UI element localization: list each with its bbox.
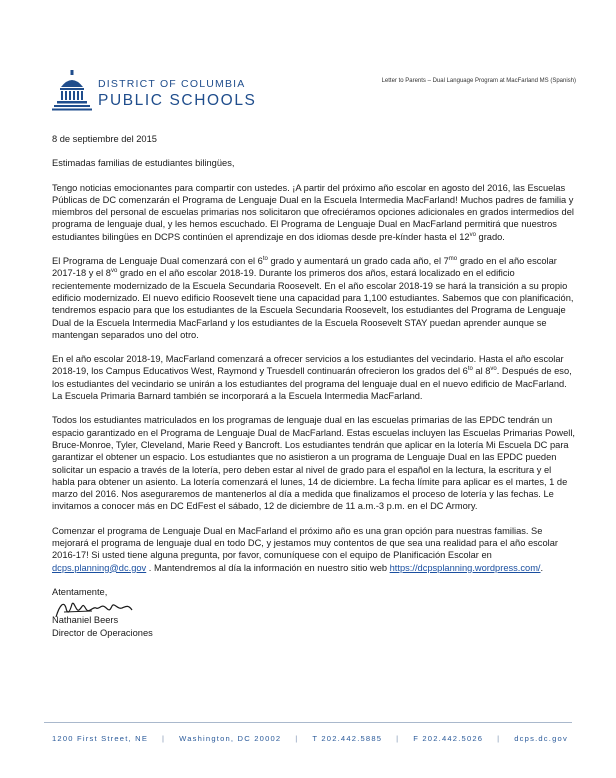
footer-phone: T 202.442.5885: [312, 734, 383, 743]
capitol-dome-icon: [52, 70, 92, 114]
p5-text-b: . Mantendremos al día la información en nuestro sitio web: [146, 562, 390, 573]
letterhead-footer: [52, 734, 568, 743]
footer-separator: |: [295, 734, 299, 743]
p1-superscript: vo: [469, 231, 476, 238]
p5-text-a: Comenzar el programa de Lenguaje Dual en MacFarland el próximo año es una gran opción para nuestras familias. Se mejorará el programa de lenguaje dual en todo DC, y jestamos muy contentos de que sea una realidad para el año escolar 2016-17! Si usted tiene alguna pregunta, por favor, comuníquese con el equipo de Planificación Escolar en: [52, 525, 558, 561]
p3-text-b: al 8: [472, 366, 491, 377]
footer-city: Washington, DC 20002: [179, 734, 282, 743]
p2-text-d: grado en el año escolar 2018-19. Durante los primeros dos años, estará localizado en el edificio recientemente modernizado de la Escuela Secundaria Roosevelt. En el año escolar 2018-19 se hará la transición a su propio edificio modernizado. El nuevo edificio Roosevelt tiene una capacidad para 1,100 estudiantes. Sabemos que con planificación, tendremos espacio para que los estudiantes de la Escuela Secundaria Roosevelt, los estudiantes del Programa de Lenguaje Dual de la Escuela Intermedia MacFarland y los estudiantes de la Escuela Roosevelt STAY puedan aprender aunque se mantengan separados uno del otro.: [52, 268, 574, 340]
p5-text-c: .: [540, 562, 544, 573]
planning-website-link[interactable]: https://dcpsplanning.wordpress.com/: [389, 562, 541, 573]
paragraph-4: Todos los estudiantes matriculados en los programas de lenguaje dual en las escuelas primarias de las EPDC tendrán un espacio garantizado en el Programa de Lenguaje Dual de MacFarland. Estas escuelas incluyen las Escuelas Primarias Powell, Bruce-Monroe, Tyler, Cleveland, Marie Reed y Bancroft. Los estudiantes tendrán que aplicar en la lotería Mi Escuela DC para garantizar el obtener un espacio. Los estudiantes que no asistieron a un programa de Lenguaje Dual en las EPDC pueden solicitar un espacio a través de la lotería, pero deben estar al nivel de grado para el español en la lectura, la escritura y el habla para obtener un asiento. La lotería comenzará el lunes, 14 de diciembre. La fecha límite para aplicar es el martes, 1 de marzo del 2016. Nos aseguraremos de mantenerlos al día a medida que finalizamos el proceso de lotería y las fechas. Le invitamos a conocer más en DC EdFest el sábado, 12 de diciembre de 11 a.m.-3 p.m. en el DC Armory.: [52, 415, 575, 512]
p3-superscript-1: to: [467, 366, 473, 373]
paragraph-5: [52, 525, 576, 574]
org-name-line2: PUBLIC SCHOOLS: [98, 92, 257, 109]
letter-salutation: Estimadas familias de estudiantes bilingües,: [52, 158, 235, 169]
footer-fax: F 202.442.5026: [413, 734, 484, 743]
p2-text-b: grado y aumentará un grado cada año, el 7: [267, 256, 449, 267]
p1-text-b: grado.: [475, 231, 505, 242]
paragraph-3: [52, 353, 576, 402]
footer-divider: [44, 722, 572, 723]
footer-separator: |: [497, 734, 501, 743]
paragraph-2: [52, 255, 576, 341]
planning-email-link[interactable]: dcps.planning@dc.gov: [52, 562, 147, 573]
footer-website: dcps.dc.gov: [514, 734, 568, 743]
p2-superscript-3: vo: [110, 268, 118, 275]
p3-text-a: En el año escolar 2018-19, MacFarland comenzará a ofrecer servicios a los estudiantes del vecindario. Hasta el año escolar 2018-19, los Campus Educativos West, Raymond y Truesdell continuarán ofrecieron los grados del 6: [52, 354, 564, 377]
document-note: Letter to Parents – Dual Language Program at MacFarland MS (Spanish): [381, 78, 576, 84]
letter-closing: [52, 586, 576, 639]
closing-phrase: Atentamente,: [52, 586, 108, 597]
p2-text-a: El Programa de Lenguaje Dual comenzará con el 6: [52, 256, 263, 267]
signer-title: Director de Operaciones: [52, 627, 153, 638]
footer-address: 1200 First Street, NE: [52, 734, 149, 743]
p2-superscript-2: mo: [448, 255, 458, 262]
p2-superscript-1: to: [262, 255, 268, 262]
letter-body: [52, 133, 576, 639]
paragraph-1: [52, 182, 576, 243]
footer-separator: |: [162, 734, 166, 743]
dcps-logo: [52, 70, 292, 120]
p2-text-c: grado en el año escolar 2017-18 y el 8: [52, 256, 557, 279]
p3-superscript-2: vo: [490, 366, 497, 373]
org-name-line1: DISTRICT OF COLUMBIA: [98, 78, 246, 90]
footer-separator: |: [396, 734, 400, 743]
p3-text-c: . Después de eso, los estudiantes del vecindario se unirán a los estudiantes del programa del lenguaje dual en el nuevo edificio de MacFarland. La Escuela Primaria Barnard también se incorporará a la Escuela Intermedia MacFarland.: [52, 366, 572, 402]
p1-text-a: Tengo noticias emocionantes para compartir con ustedes. ¡A partir del próximo año escolar en agosto del 2016, las Escuelas Públicas de DC comenzarán el Programa de Lenguaje Dual en la Escuela Intermedia MacFarland! Muchos padres de familia y miembros del personal de escuelas primarias nos solicitaron que ofreciéramos opciones adicionales en grados intermedios del programa de lenguaje dual, y les hemos escuchado. El Programa de Lenguaje Dual en MacFarland permitirá que nuestros estudiantes bilingües en DCPS continúen el aprendizaje en dos idiomas desde pre-kínder hasta el 12: [52, 182, 574, 242]
letter-date: 8 de septiembre del 2015: [52, 134, 157, 144]
signer-name: Nathaniel Beers: [52, 615, 119, 626]
